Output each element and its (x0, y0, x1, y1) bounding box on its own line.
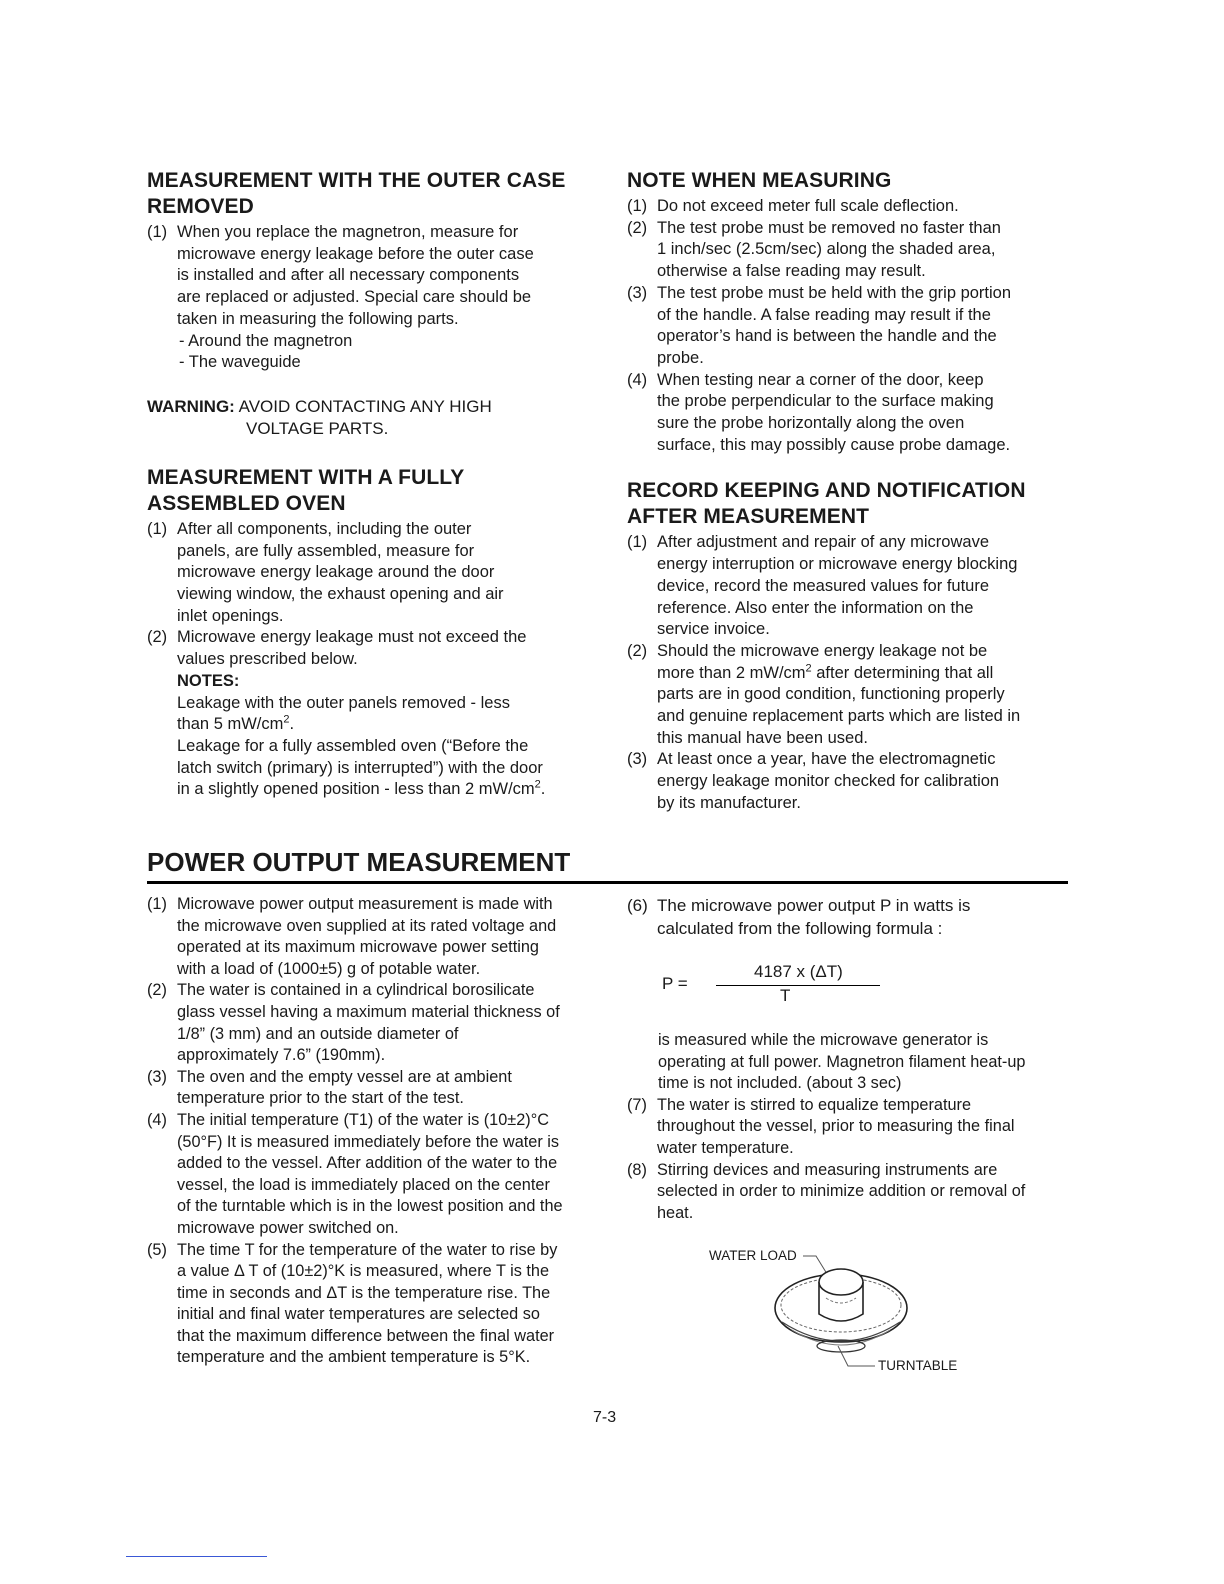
text-line: parts are in good condition, functioning properly (657, 685, 1005, 704)
text-line: time is not included. (about 3 sec) (658, 1074, 902, 1093)
text-span: more than 2 mW/cm (657, 663, 806, 682)
item-number: (2) (627, 641, 648, 660)
text-line: the microwave oven supplied at its rated voltage and (177, 916, 557, 935)
list-item (627, 532, 1067, 641)
text-line: that the maximum difference between the final water (177, 1326, 555, 1345)
water-load-label: WATER LOAD (709, 1248, 797, 1263)
warning-text: VOLTAGE PARTS. (246, 418, 389, 438)
text-line: viewing window, the exhaust opening and air (177, 585, 504, 604)
text-line: selected in order to minimize addition or removal of (657, 1182, 1026, 1201)
text-line: The initial temperature (T1) of the water is (10±2)°C (177, 1110, 549, 1129)
list-item (627, 894, 1067, 940)
list-item (627, 1160, 1067, 1225)
text-line: energy interruption or microwave energy blocking (657, 555, 1018, 574)
power-right-column-cont (627, 1030, 1067, 1224)
formula-denominator: T (780, 986, 791, 1005)
item-number: (2) (147, 981, 167, 1000)
text-line: throughout the vessel, prior to measuring the final (657, 1117, 1015, 1136)
heading-line: REMOVED (147, 195, 254, 218)
list-item (627, 749, 1067, 814)
item-number: (6) (627, 896, 648, 915)
item-number: (1) (627, 197, 648, 215)
text-line: 1/8” (3 mm) and an outside diameter of (177, 1024, 459, 1043)
list-item (627, 641, 1067, 750)
text-line: is measured while the microwave generator is (658, 1031, 989, 1049)
text-line: service invoice. (657, 620, 770, 639)
text-line: The microwave power output P in watts is (657, 896, 971, 915)
item-number: (1) (147, 519, 168, 538)
item-number: (7) (627, 1095, 647, 1114)
text-line: The time T for the temperature of the water to rise by (177, 1240, 558, 1259)
turntable-label: TURNTABLE (878, 1358, 958, 1373)
list-item (147, 894, 597, 980)
item-number: (4) (147, 1110, 167, 1129)
text-line: time in seconds and ΔT is the temperature rise. The (177, 1283, 551, 1302)
item-number: (1) (147, 895, 167, 913)
list-item (627, 283, 1067, 370)
text-line: added to the vessel. After addition of the water to the (177, 1154, 558, 1173)
text-line: values prescribed below. (177, 650, 358, 669)
text-span: . (540, 780, 546, 799)
heading-line: AFTER MEASUREMENT (627, 505, 870, 529)
superscript: 2 (283, 713, 290, 726)
page-number: 7-3 (593, 1409, 617, 1426)
text-line: the probe perpendicular to the surface making (657, 392, 994, 411)
formula-lhs: P = (662, 974, 688, 993)
text-line: is installed and after all necessary components (177, 266, 520, 285)
list-item (147, 1067, 597, 1110)
text-line: Leakage for a fully assembled oven (“Before the (177, 736, 529, 755)
item-number: (1) (627, 533, 648, 552)
formula-explanation (627, 1030, 1067, 1095)
section-rule (147, 881, 1068, 884)
text-line: panels, are fully assembled, measure for (177, 541, 475, 560)
item-number: (2) (147, 628, 168, 647)
heading-line: MEASUREMENT WITH A FULLY (147, 465, 465, 489)
list-item (147, 980, 597, 1066)
power-formula (662, 960, 892, 1010)
text-span: after determining that all (811, 663, 994, 682)
text-line: by its manufacturer. (657, 793, 801, 812)
superscript: 2 (805, 662, 812, 675)
text-line: microwave energy leakage around the door (177, 563, 495, 582)
text-line: a value Δ T of (10±2)°K is measured, where T is the (177, 1262, 550, 1281)
text-line: 1 inch/sec (2.5cm/sec) along the shaded area, (657, 240, 996, 259)
text-line: microwave power switched on. (177, 1218, 399, 1237)
warning-block (147, 396, 597, 440)
text-line: of the turntable which is in the lowest position and the (177, 1197, 563, 1216)
text-line: The test probe must be removed no faster than (657, 218, 1001, 237)
text-line: When testing near a corner of the door, keep (657, 370, 984, 389)
text-line: latch switch (primary) is interrupted”) with the door (177, 758, 543, 777)
text-line: After all components, including the outer (177, 519, 472, 538)
text-line: heat. (657, 1203, 694, 1222)
item-number: (8) (627, 1160, 647, 1179)
text-line: Stirring devices and measuring instruments are (657, 1160, 998, 1179)
right-top-column (627, 168, 1067, 815)
text-line: of the handle. A false reading may result if the (657, 305, 991, 324)
section-title-power-output: POWER OUTPUT MEASUREMENT (147, 847, 571, 877)
text-line: approximately 7.6” (190mm). (177, 1046, 386, 1065)
text-span: than 5 mW/cm (177, 715, 284, 734)
text-line: At least once a year, have the electromagnetic (657, 750, 996, 769)
heading-line: MEASUREMENT WITH THE OUTER CASE (147, 169, 566, 192)
text-line: reference. Also enter the information on the (657, 598, 974, 617)
text-line: Leakage with the outer panels removed - less (177, 693, 510, 712)
text-line: The oven and the empty vessel are at ambient (177, 1067, 512, 1086)
turntable-figure (700, 1242, 980, 1382)
text-line: (50°F) It is measured immediately before the water is (177, 1132, 560, 1151)
heading-record-keeping (627, 478, 1067, 530)
list-item (147, 519, 597, 628)
list-item (627, 370, 1067, 457)
list-item (147, 627, 597, 801)
text-line (657, 663, 1067, 685)
item-number: (3) (147, 1067, 167, 1086)
text-line: The water is stirred to equalize temperature (657, 1095, 972, 1114)
text-line: The test probe must be held with the grip portion (657, 283, 1012, 302)
left-top-column (147, 168, 597, 801)
text-line: The water is contained in a cylindrical borosilicate (177, 981, 535, 1000)
text-line: Should the microwave energy leakage not be (657, 641, 988, 660)
heading-note-when-measuring: NOTE WHEN MEASURING (627, 169, 892, 192)
notes-label: NOTES: (177, 671, 240, 690)
text-line: otherwise a false reading may result. (657, 262, 926, 281)
list-item (627, 1095, 1067, 1160)
text-line: After adjustment and repair of any microwave (657, 533, 989, 552)
item-number: (3) (627, 750, 648, 769)
turntable-drawing (700, 1242, 980, 1382)
text-line: operator’s hand is between the handle and the (657, 327, 997, 346)
formula-numerator: 4187 x (ΔT) (754, 962, 843, 981)
text-line: are replaced or adjusted. Special care should be (177, 288, 532, 307)
heading-line: ASSEMBLED OVEN (147, 491, 346, 515)
text-line (177, 779, 597, 801)
list-item (627, 218, 1067, 283)
heading-outer-case-removed (147, 168, 597, 220)
text-line: operating at full power. Magnetron filament heat-up (658, 1052, 1026, 1071)
power-right-column (627, 894, 1067, 940)
item-number: (5) (147, 1240, 167, 1259)
text-line: temperature and the ambient temperature is 5°K. (177, 1348, 531, 1367)
text-line: calculated from the following formula : (657, 919, 943, 938)
superscript: 2 (534, 778, 541, 791)
list-item (147, 1110, 597, 1240)
text-line: probe. (657, 348, 704, 367)
text-line (177, 714, 597, 736)
text-span: . (289, 715, 295, 734)
fraction-bar (716, 985, 880, 986)
text-line: with a load of (1000±5) g of potable water. (177, 959, 481, 978)
heading-line: RECORD KEEPING AND NOTIFICATION (627, 479, 1026, 503)
warning-text: AVOID CONTACTING ANY HIGH (234, 396, 492, 416)
text-span: in a slightly opened position - less than 2 mW/cm (177, 780, 535, 799)
text-line: microwave energy leakage before the outer case (177, 244, 534, 263)
text-line: operated at its maximum microwave power setting (177, 938, 539, 957)
list-item (147, 1240, 597, 1370)
item-number: (4) (627, 370, 648, 389)
text-line: Microwave power output measurement is made with (177, 895, 553, 913)
sub-item: - Around the magnetron (179, 331, 353, 350)
power-left-column (147, 894, 597, 1369)
text-line: this manual have been used. (657, 728, 868, 747)
text-line: inlet openings. (177, 606, 284, 625)
list-item (627, 196, 1067, 218)
text-line: surface, this may possibly cause probe damage. (657, 435, 1011, 454)
text-line: Microwave energy leakage must not exceed the (177, 628, 527, 647)
text-line: energy leakage monitor checked for calibration (657, 772, 1000, 791)
sub-item: - The waveguide (179, 353, 301, 372)
item-number: (1) (147, 223, 168, 241)
text-line: and genuine replacement parts which are listed in (657, 707, 1021, 726)
text-line: taken in measuring the following parts. (177, 309, 459, 328)
list-item (147, 222, 597, 374)
footer-line (126, 1556, 267, 1557)
text-line: initial and final water temperatures are selected so (177, 1305, 540, 1324)
text-line: temperature prior to the start of the test. (177, 1089, 464, 1108)
text-line: Do not exceed meter full scale deflection. (657, 197, 959, 215)
text-line: water temperature. (657, 1138, 794, 1157)
heading-fully-assembled (147, 465, 597, 517)
text-line: When you replace the magnetron, measure for (177, 223, 519, 241)
item-number: (3) (627, 283, 648, 302)
text-line: device, record the measured values for future (657, 576, 990, 595)
text-line: sure the probe horizontally along the oven (657, 414, 965, 433)
text-line: glass vessel having a maximum material thickness of (177, 1002, 560, 1021)
text-line: vessel, the load is immediately placed on the center (177, 1175, 550, 1194)
item-number: (2) (627, 218, 648, 237)
warning-label: WARNING: (147, 396, 235, 416)
